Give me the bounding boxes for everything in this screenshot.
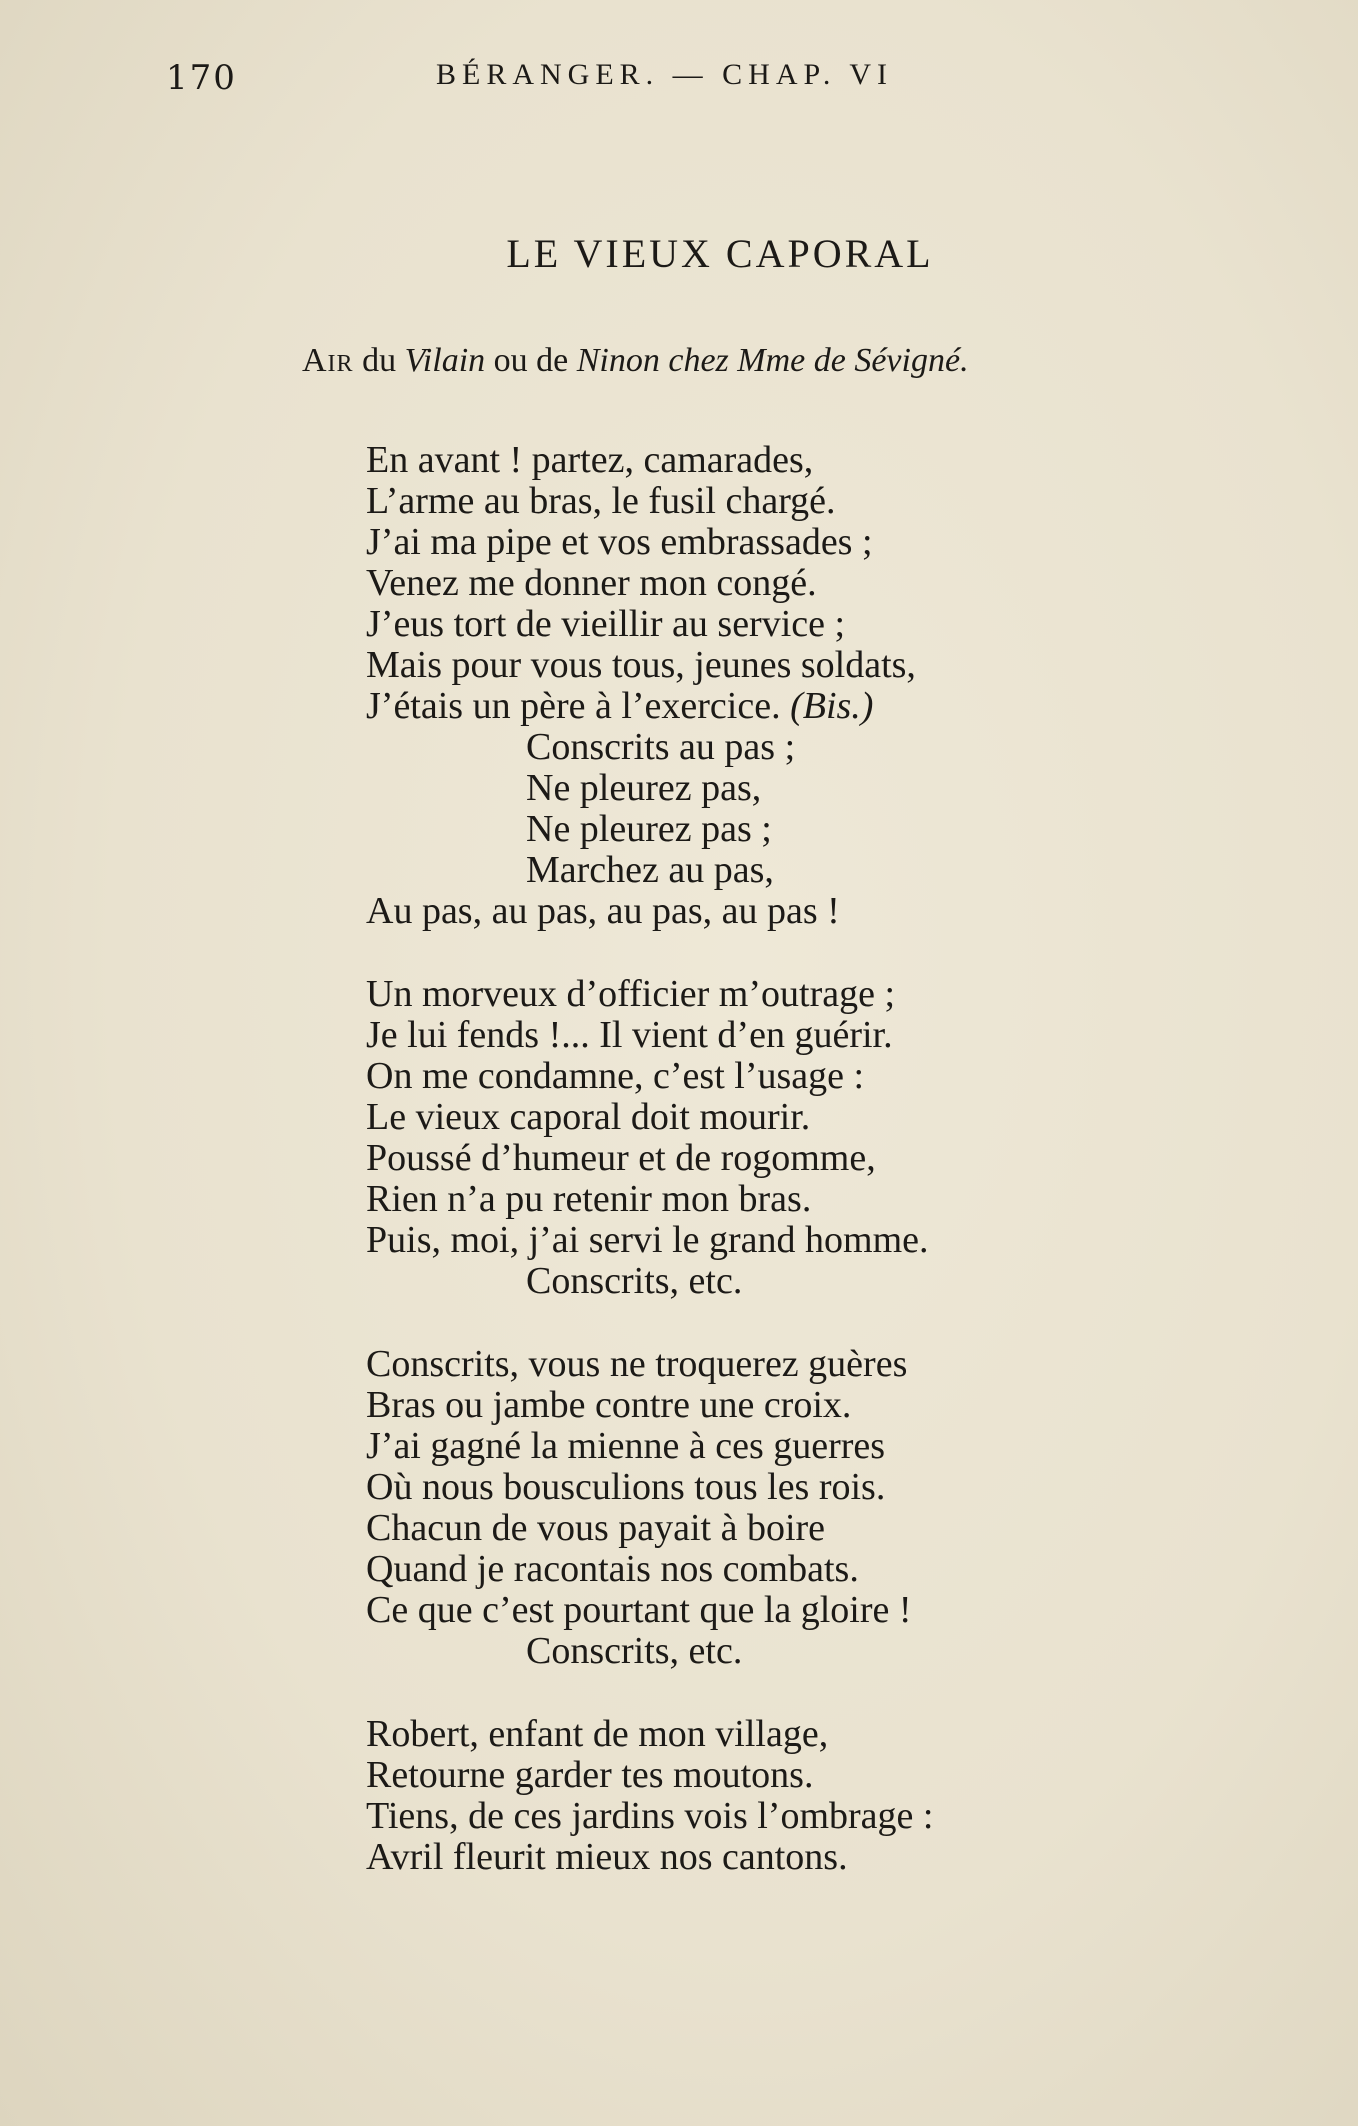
air-label: Air (302, 342, 354, 379)
air-word-ou: ou de (493, 342, 569, 379)
refrain-line: Ne pleurez pas ; (526, 808, 772, 850)
running-head: BÉRANGER. — CHAP. VI (436, 58, 893, 91)
tune-name-2: Ninon chez Mme de Sévigné. (576, 342, 969, 379)
verse-line: Avril fleurit mieux nos cantons. (366, 1836, 848, 1878)
refrain-line: Conscrits au pas ; (526, 726, 796, 768)
verse-line: L’arme au bras, le fusil chargé. (366, 480, 836, 522)
stanza-gap (366, 932, 933, 974)
verse-line: Puis, moi, j’ai servi le grand homme. (366, 1219, 929, 1261)
verse-line: Un morveux d’officier m’outrage ; (366, 973, 896, 1015)
refrain-line: Conscrits, etc. (526, 1630, 743, 1672)
verse-line: Le vieux caporal doit mourir. (366, 1096, 811, 1138)
verse-line: Poussé d’humeur et de rogomme, (366, 1137, 876, 1179)
tune-name-1: Vilain (404, 342, 486, 379)
verse-line: Retourne garder tes moutons. (366, 1754, 814, 1796)
stanza-4 (366, 1714, 933, 1878)
verse-line: Rien n’a pu retenir mon bras. (366, 1178, 812, 1220)
verse-line: En avant ! partez, camarades, (366, 439, 814, 481)
verse-line: Venez me donner mon congé. (366, 562, 817, 604)
poem-title: LE VIEUX CAPORAL (506, 231, 934, 276)
verse-line: Chacun de vous payait à boire (366, 1507, 826, 1549)
verse-line: Conscrits, vous ne troquerez guères (366, 1343, 908, 1385)
verse-line: On me condamne, c’est l’usage : (366, 1055, 865, 1097)
stanza-gap (366, 1672, 933, 1714)
verse-line: J’ai ma pipe et vos embrassades ; (366, 521, 873, 563)
verse-line: Robert, enfant de mon village, (366, 1713, 829, 1755)
verse-line: Bras ou jambe contre une croix. (366, 1384, 852, 1426)
bis-marker: (Bis.) (790, 685, 874, 727)
page-number: 170 (166, 58, 237, 98)
page-header (0, 58, 1358, 108)
verse-line: Je lui fends !... Il vient d’en guérir. (366, 1014, 893, 1056)
refrain-line: Conscrits, etc. (526, 1260, 743, 1302)
verse-line (366, 686, 933, 727)
stanza-3 (366, 1344, 933, 1672)
verse-line-text: J’étais un père à l’exercice. (366, 685, 781, 727)
verse-line: Ce que c’est pourtant que la gloire ! (366, 1589, 912, 1631)
refrain-line: Ne pleurez pas, (526, 767, 762, 809)
verse-line: J’eus tort de vieillir au service ; (366, 603, 846, 645)
tune-indication (302, 342, 969, 380)
verse-line: Où nous bousculions tous les rois. (366, 1466, 886, 1508)
verse-line: Quand je racontais nos combats. (366, 1548, 859, 1590)
verse-line: J’ai gagné la mienne à ces guerres (366, 1425, 886, 1467)
poem-body (366, 440, 933, 1878)
stanza-1 (366, 440, 933, 932)
stanza-2 (366, 974, 933, 1302)
refrain-line: Marchez au pas, (526, 849, 774, 891)
air-word-du: du (362, 342, 397, 379)
stanza-gap (366, 1302, 933, 1344)
verse-line: Mais pour vous tous, jeunes soldats, (366, 644, 916, 686)
refrain-final-line: Au pas, au pas, au pas, au pas ! (366, 890, 840, 932)
verse-line: Tiens, de ces jardins vois l’ombrage : (366, 1795, 934, 1837)
